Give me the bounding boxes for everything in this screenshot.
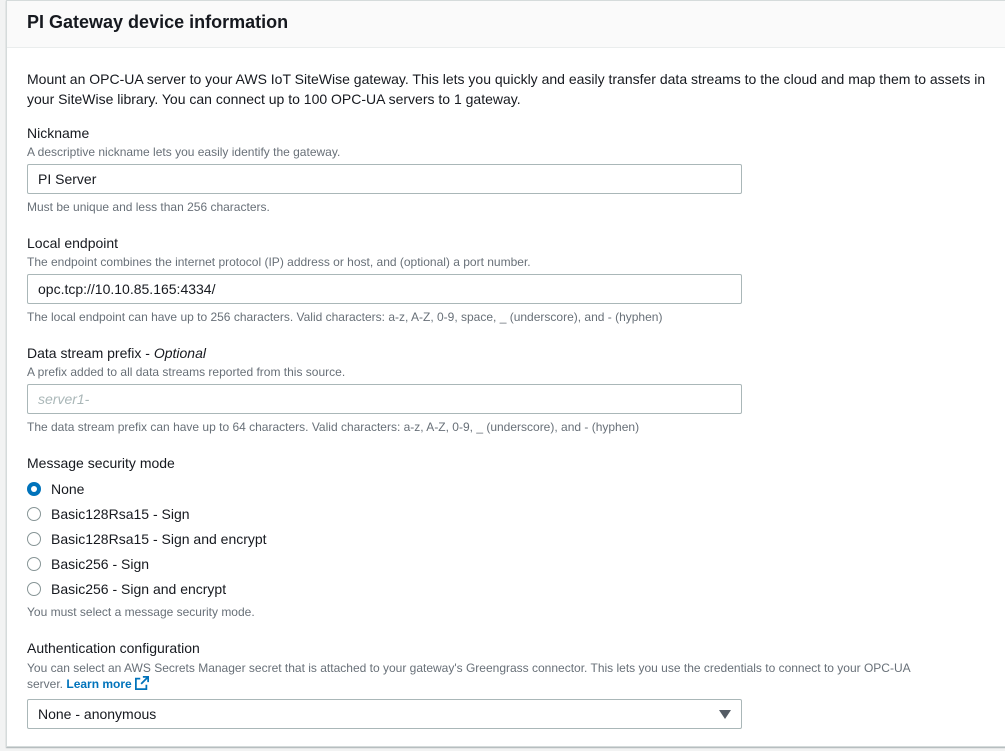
- local-endpoint-constraint: The local endpoint can have up to 256 characters. Valid characters: a-z, A-Z, 0-9, space, _ (underscore), and - (hyphen): [27, 310, 663, 324]
- authentication-description-line1: You can select an AWS Secrets Manager secret that is attached to your gateway's Greengrass connector. This lets you use the credentials to connect to your OPC-UA: [27, 661, 911, 675]
- authentication-description: [27, 660, 987, 692]
- learn-more-link[interactable]: [66, 677, 148, 691]
- radio-button[interactable]: [27, 507, 41, 521]
- security-option-label: Basic256 - Sign: [51, 556, 150, 572]
- local-endpoint-input[interactable]: [27, 274, 742, 304]
- local-endpoint-label: Local endpoint: [27, 235, 119, 251]
- data-stream-prefix-input[interactable]: [27, 384, 742, 414]
- security-mode-constraint: You must select a message security mode.: [27, 605, 255, 619]
- device-info-panel: [6, 0, 1005, 747]
- authentication-description-line2: server.: [27, 677, 64, 691]
- security-option-basic128-sign-encrypt[interactable]: [27, 529, 267, 549]
- data-stream-prefix-label-text: Data stream prefix -: [27, 345, 154, 361]
- security-option-label: Basic128Rsa15 - Sign: [51, 506, 190, 522]
- radio-button[interactable]: [27, 532, 41, 546]
- learn-more-text: Learn more: [66, 677, 132, 691]
- intro-text: Mount an OPC-UA server to your AWS IoT SiteWise gateway. This lets you quickly and easily transfer data streams to the cloud and map them to assets in your SiteWise library. You can connect up to 100 OPC-UA servers to 1 gateway.: [27, 71, 986, 107]
- data-stream-prefix-constraint: The data stream prefix can have up to 64 characters. Valid characters: a-z, A-Z, 0-9, _ (underscore), and - (hyphen): [27, 420, 640, 434]
- data-stream-prefix-description: A prefix added to all data streams reported from this source.: [27, 365, 346, 379]
- radio-button[interactable]: [27, 582, 41, 596]
- radio-button[interactable]: [27, 557, 41, 571]
- authentication-label: Authentication configuration: [27, 640, 200, 656]
- radio-button-checked[interactable]: [27, 482, 41, 496]
- panel-header: [7, 1, 1005, 48]
- security-option-basic128-sign[interactable]: [27, 504, 190, 524]
- authentication-selected-value: None - anonymous: [38, 706, 157, 722]
- nickname-constraint: Must be unique and less than 256 characters.: [27, 200, 270, 214]
- security-mode-label: Message security mode: [27, 455, 175, 471]
- caret-down-icon: [719, 710, 731, 719]
- external-link-icon: [135, 676, 149, 690]
- data-stream-prefix-label: [27, 345, 206, 361]
- security-option-none[interactable]: [27, 479, 84, 499]
- local-endpoint-description: The endpoint combines the internet protocol (IP) address or host, and (optional) a port number.: [27, 255, 531, 269]
- security-option-basic256-sign-encrypt[interactable]: [27, 579, 226, 599]
- nickname-input[interactable]: [27, 164, 742, 194]
- nickname-description: A descriptive nickname lets you easily identify the gateway.: [27, 145, 341, 159]
- optional-tag: Optional: [153, 345, 206, 361]
- authentication-select[interactable]: [27, 699, 742, 729]
- panel-title: PI Gateway device information: [27, 12, 289, 32]
- security-option-label: None: [51, 481, 85, 497]
- nickname-label: Nickname: [27, 125, 90, 141]
- security-option-label: Basic128Rsa15 - Sign and encrypt: [51, 531, 267, 547]
- security-option-basic256-sign[interactable]: [27, 554, 149, 574]
- security-option-label: Basic256 - Sign and encrypt: [51, 581, 227, 597]
